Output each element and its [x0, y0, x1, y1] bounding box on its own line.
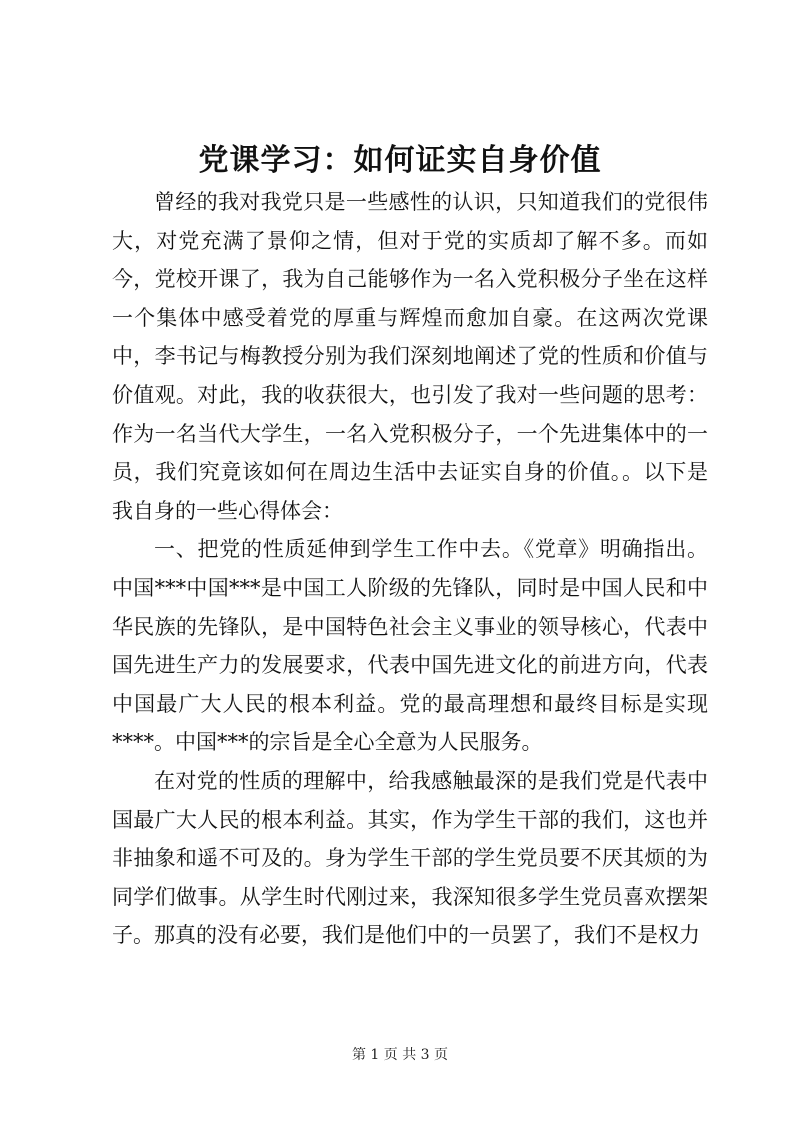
page-footer: 第 1 页 共 3 页	[351, 1047, 449, 1063]
paragraph-section-one: 一、把党的性质延伸到学生工作中去。《党章》明确指出。中国***中国***是中国工人阶级的先锋队，同时是中国人民和中华民族的先锋队，是中国特色社会主义事业的领导核心，代表中国先进生产力的发展要求，代表中国先进文化的前进方向，代表中国最广大人民的根本利益。党的最高理想和最终目标是实现****。中国***的宗旨是全心全意为人民服务。	[112, 537, 708, 755]
document-title: 党课学习：如何证实自身价值	[198, 143, 602, 178]
paragraph-reflection: 在对党的性质的理解中，给我感触最深的是我们党是代表中国最广大人民的根本利益。其实，作为学生干部的我们，这也并非抽象和遥不可及的。身为学生干部的学生党员要不厌其烦的为同学们做事。从学生时代刚过来，我深知很多学生党员喜欢摆架子。那真的没有必要，我们是他们中的一员罢了，我们不是权力	[112, 768, 708, 948]
document-body	[112, 183, 708, 955]
paragraph-intro: 曾经的我对我党只是一些感性的认识，只知道我们的党很伟大，对党充满了景仰之情，但对于党的实质却了解不多。而如今，党校开课了，我为自己能够作为一名入党积极分子坐在这样一个集体中感受着党的厚重与辉煌而愈加自豪。在这两次党课中，李书记与梅教授分别为我们深刻地阐述了党的性质和价值与价值观。对此，我的收获很大，也引发了我对一些问题的思考：作为一名当代大学生，一名入党积极分子，一个先进集体中的一员，我们究竟该如何在周边生活中去证实自身的价值。。以下是我自身的一些心得体会：	[112, 190, 708, 523]
